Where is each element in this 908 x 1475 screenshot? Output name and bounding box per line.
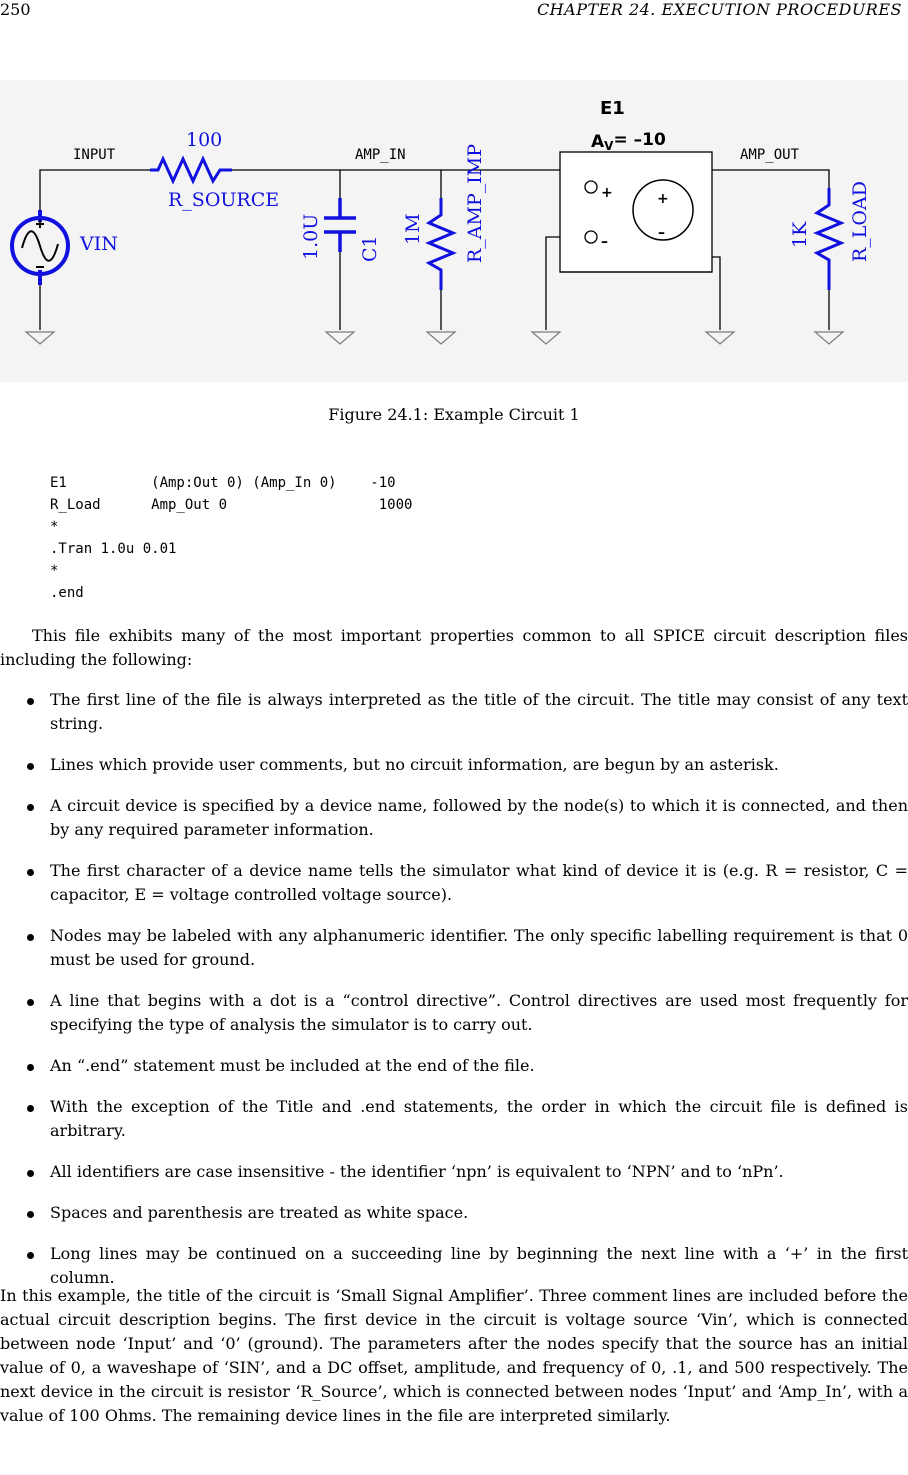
chapter-title: CHAPTER 24. EXECUTION PROCEDURES bbox=[536, 0, 902, 19]
code-line: R_Load Amp_Out 0 1000 bbox=[50, 497, 413, 513]
bullet-dot bbox=[27, 1211, 34, 1218]
e1-vcvs bbox=[560, 152, 712, 272]
property-list bbox=[0, 688, 908, 1307]
bullet-dot bbox=[27, 1252, 34, 1259]
minus-terminal-label: – bbox=[601, 234, 608, 250]
node-label-input: INPUT bbox=[73, 147, 116, 163]
r-amp-imp-value: 1M bbox=[402, 213, 424, 245]
node-label-amp-out: AMP_OUT bbox=[740, 147, 800, 163]
list-item bbox=[0, 1160, 908, 1184]
c1-capacitor bbox=[324, 198, 356, 252]
ground-symbol bbox=[815, 332, 843, 344]
closing-paragraph: In this example, the title of the circuit is ‘Small Signal Amplifier’. Three comment lines are included before the actual circuit description begins. The first device in the circuit is voltage source ‘Vin’, which is connected between node ‘Input’ and ‘0’ (ground). The parameters after the nodes specify that the source has an initial value of 0, a waveshape of ‘SIN’, and a DC offset, amplitude, and frequency of 0, .1, and 500 respectively. The next device in the circuit is resistor ‘R_Source’, which is connected between nodes ‘Input’ and ‘Amp_In’, with a value of 100 Ohms. The remaining device lines in the file are interpreted similarly. bbox=[0, 1286, 908, 1425]
ground-symbol bbox=[326, 332, 354, 344]
list-item-text: All identifiers are case insensitive - the identifier ‘npn’ is equivalent to ‘NPN’ and to ‘nPn’. bbox=[50, 1162, 784, 1181]
list-item-text: Spaces and parenthesis are treated as white space. bbox=[50, 1203, 469, 1222]
page-number: 250 bbox=[0, 0, 31, 19]
list-item bbox=[0, 794, 908, 842]
list-item bbox=[0, 1242, 908, 1290]
list-item bbox=[0, 688, 908, 736]
vin-source bbox=[12, 210, 68, 285]
r-load-resistor bbox=[817, 188, 841, 290]
bullet-dot bbox=[27, 763, 34, 770]
code-line: E1 (Amp:Out 0) (Amp_In 0) -10 bbox=[50, 475, 396, 491]
list-item bbox=[0, 753, 908, 777]
page-header bbox=[0, 0, 908, 22]
gain-value: = –10 bbox=[613, 130, 666, 150]
code-line: * bbox=[50, 563, 59, 579]
list-item-text: The first line of the file is always interpreted as the title of the circuit. The title may consist of any text string. bbox=[50, 690, 908, 733]
ground-symbol bbox=[427, 332, 455, 344]
r-load-value: 1K bbox=[789, 221, 811, 248]
list-item bbox=[0, 924, 908, 972]
list-item-text: Lines which provide user comments, but no circuit information, are begun by an asterisk. bbox=[50, 755, 779, 774]
list-item bbox=[0, 1054, 908, 1078]
intro-paragraph: This file exhibits many of the most important properties common to all SPICE circuit description files including the following: bbox=[0, 626, 908, 669]
code-line: .Tran 1.0u 0.01 bbox=[50, 541, 177, 557]
ground-symbol bbox=[706, 332, 734, 344]
list-item-text: The first character of a device name tells the simulator what kind of device it is (e.g. R = resistor, C = capacitor, E = voltage controlled voltage source). bbox=[50, 861, 908, 904]
list-item bbox=[0, 1095, 908, 1143]
c1-value: 1.0U bbox=[300, 213, 322, 260]
r-amp-imp-resistor bbox=[429, 198, 453, 290]
gain-symbol: A bbox=[591, 132, 605, 152]
node-label-amp-in: AMP_IN bbox=[355, 147, 406, 163]
bullet-dot bbox=[27, 1105, 34, 1112]
e1-name: E1 bbox=[600, 98, 625, 119]
bullet-dot bbox=[27, 934, 34, 941]
gain-subscript: V bbox=[604, 139, 614, 153]
r-amp-imp-name: R_AMP_IMP bbox=[464, 143, 486, 263]
wire-input bbox=[40, 170, 150, 217]
list-item-text: A line that begins with a dot is a “control directive”. Control directives are used most frequently for specifying the type of analysis the simulator is to carry out. bbox=[50, 991, 908, 1034]
list-item-text: An “.end” statement must be included at the end of the file. bbox=[50, 1056, 535, 1075]
r-source-value: 100 bbox=[186, 129, 223, 151]
c1-name: C1 bbox=[359, 235, 381, 262]
circuit-schematic bbox=[0, 80, 908, 382]
gain-label bbox=[591, 130, 666, 153]
r-source-resistor bbox=[150, 159, 232, 181]
circuit-figure bbox=[0, 80, 908, 382]
vin-label: VIN bbox=[80, 233, 118, 255]
r-source-name: R_SOURCE bbox=[168, 189, 280, 211]
list-item bbox=[0, 989, 908, 1037]
list-item-text: A circuit device is specified by a device name, followed by the node(s) to which it is connected, and then by any required parameter information. bbox=[50, 796, 908, 839]
list-item-text: Nodes may be labeled with any alphanumeric identifier. The only specific labelling requirement is that 0 must be used for ground. bbox=[50, 926, 908, 969]
list-item bbox=[0, 859, 908, 907]
bullet-dot bbox=[27, 698, 34, 705]
spice-code-listing bbox=[50, 472, 412, 604]
list-item-text: Long lines may be continued on a succeeding line by beginning the next line with a ‘+’ in the first column. bbox=[50, 1244, 908, 1287]
r-load-name: R_LOAD bbox=[849, 181, 871, 262]
bullet-dot bbox=[27, 869, 34, 876]
ground-symbol bbox=[532, 332, 560, 344]
bullet-dot bbox=[27, 1170, 34, 1177]
bullet-dot bbox=[27, 1064, 34, 1071]
plus-terminal-label: + bbox=[601, 185, 613, 201]
source-minus-label: – bbox=[658, 225, 665, 241]
list-item bbox=[0, 1201, 908, 1225]
code-line: .end bbox=[50, 585, 84, 601]
figure-caption: Figure 24.1: Example Circuit 1 bbox=[328, 405, 580, 424]
bullet-dot bbox=[27, 999, 34, 1006]
list-item-text: With the exception of the Title and .end statements, the order in which the circuit file is defined is arbitrary. bbox=[50, 1097, 908, 1140]
source-plus-label: + bbox=[657, 191, 669, 207]
ground-symbol bbox=[26, 332, 54, 344]
bullet-dot bbox=[27, 804, 34, 811]
code-line: * bbox=[50, 519, 59, 535]
